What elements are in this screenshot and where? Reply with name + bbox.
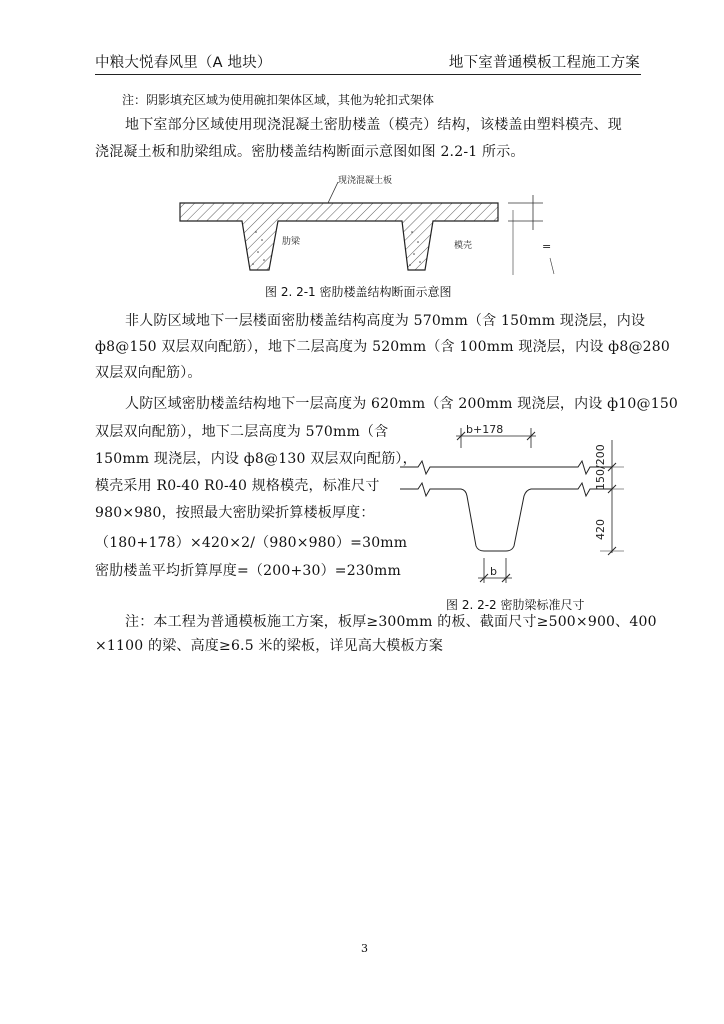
paragraph-3-line-3: 150mm 现浇层，内设 ф8@130 双层双向配筋）， xyxy=(95,451,417,467)
note-shaded-area: 注：阴影填充区域为使用碗扣架体区域，其他为轮扣式架体 xyxy=(122,93,435,107)
paragraph-1-line-2: 浇混凝土板和肋梁组成。密肋楼盖结构断面示意图如图 2.2-1 所示。 xyxy=(95,144,525,160)
dim-rib-height: 420 xyxy=(594,519,607,540)
label-rib: 肋梁 xyxy=(282,237,301,247)
figure-rib-dimensions xyxy=(398,418,638,588)
dim-top-width: b+178 xyxy=(466,423,504,436)
note-bottom-line-1: 注：本工程为普通模板施工方案，板厚≥300mm 的板、截面尺寸≥500×900、400 xyxy=(125,614,657,630)
paragraph-1-line-1: 地下室部分区域使用现浇混凝土密肋楼盖（模壳）结构，该楼盖由塑料模壳、现 xyxy=(125,117,622,133)
paragraph-3-line-7: 密肋楼盖平均折算厚度=（200+30）=230mm xyxy=(95,563,401,579)
label-shell: 模壳 xyxy=(454,241,473,251)
header-right-title: 地下室普通模板工程施工方案 xyxy=(448,55,640,71)
figure-1-caption: 图 2. 2-1 密肋楼盖结构断面示意图 xyxy=(265,285,452,299)
label-cast-slab: 现浇混凝土板 xyxy=(338,176,393,186)
page-number: 3 xyxy=(361,942,368,955)
paragraph-3-line-2: 双层双向配筋），地下二层高度为 570mm（含 xyxy=(95,424,389,440)
figure-ribbed-slab-section xyxy=(178,170,558,280)
dim-bottom-width: b xyxy=(490,565,497,578)
note-bottom-line-2: ×1100 的梁、高度≥6.5 米的梁板，详见高大模板方案 xyxy=(95,638,444,654)
rib-dimension-diagram xyxy=(398,418,638,588)
label-equal-mark: = xyxy=(542,240,552,253)
paragraph-3-line-6: （180+178）×420×2/（980×980）=30mm xyxy=(95,535,408,551)
paragraph-2-line-3: 双层双向配筋）。 xyxy=(95,365,202,381)
paragraph-3-line-5: 980×980，按照最大密肋梁折算楼板厚度： xyxy=(95,505,375,521)
paragraph-3-line-4: 模壳采用 R0-40 R0-40 规格模壳，标准尺寸 xyxy=(95,478,380,494)
paragraph-2-line-1: 非人防区域地下一层楼面密肋楼盖结构高度为 570mm（含 150mm 现浇层，内设 xyxy=(125,313,646,329)
figure-2-caption: 图 2. 2-2 密肋梁标准尺寸 xyxy=(446,598,585,612)
paragraph-3-line-1: 人防区域密肋楼盖结构地下一层高度为 620mm（含 200mm 现浇层，内设 ф10@150 xyxy=(125,396,679,412)
ribbed-slab-diagram xyxy=(178,170,558,280)
header-left-title: 中粮大悦春风里（A 地块） xyxy=(95,55,272,71)
header-rule xyxy=(95,74,641,75)
paragraph-2-line-2: ф8@150 双层双向配筋），地下二层高度为 520mm（含 100mm 现浇层，内设 ф8@280 xyxy=(95,339,670,355)
dim-slab-thickness: 150/200 xyxy=(594,444,607,490)
